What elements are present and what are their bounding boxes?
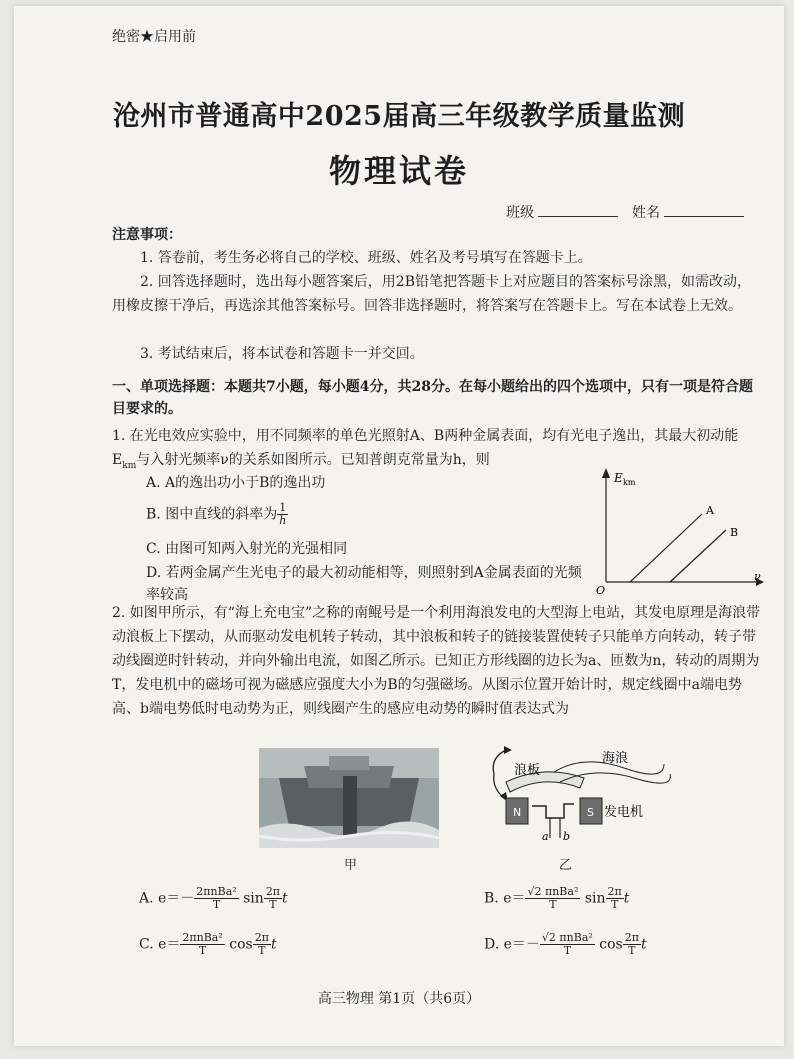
note-item-1: 1. 答卷前，考生务必将自己的学校、班级、姓名及考号填写在答题卡上。 xyxy=(140,250,592,266)
coil xyxy=(532,804,574,818)
name-label: 姓名 xyxy=(632,205,660,221)
note-item-3: 3. 考试结束后，将本试卷和答题卡一并交回。 xyxy=(140,346,424,362)
note-item-2: 2. 回答选择题时，选出每小题答案后，用2B铅笔把答题卡上对应题目的答案标号涂黑，如需改动，用橡皮擦干净后，再选涂其他答案标号。回答非选择题时，将答案写在答题卡上。写在本试卷上无效。 xyxy=(112,274,752,314)
board-label: 浪板 xyxy=(514,763,541,778)
ek-frequency-graph xyxy=(584,464,764,594)
q2-option-b: B. e＝ $\frac{\text{√2 πnBa²}}{T}$ sin $\frac{2\pi}{T}$ t xyxy=(484,885,630,911)
x-label: ν xyxy=(754,570,761,583)
line-a-label: A xyxy=(706,504,714,517)
secret-mark: 绝密★启用前 xyxy=(112,29,196,45)
question-1-stem: 1. 在光电效应实验中，用不同频率的单色光照射A、B两种金属表面，均有光电子逸出，其最大初动能$E_{km}$与入射光频率ν的关系如图所示。已知普朗克常量为h，则 xyxy=(112,428,739,471)
q1-option-a: A. A的逸出功小于B的逸出功 xyxy=(146,475,326,491)
slope-fraction: $\frac{1}{h}$ xyxy=(279,501,287,527)
q2-option-a: A. e＝－ $\frac{\text{2πnBa²}}{T}$ sin $\frac{2\pi}{T}$ t xyxy=(139,885,288,911)
q2-option-d: D. e＝－ $\frac{\text{√2 πnBa²}}{T}$ cos $\frac{2\pi}{T}$ t xyxy=(484,931,647,957)
exam-subtitle: 物理试卷 xyxy=(328,152,469,190)
name-blank xyxy=(664,204,744,217)
magnet-s-label: S xyxy=(587,806,594,819)
q1-option-b: B. 图中直线的斜率为 $\frac{1}{h}$ xyxy=(146,501,287,527)
section-heading: 一、单项选择题：本题共7小题，每小题4分，共28分。在每小题给出的四个选项中，只有一项是符合题目要求的。 xyxy=(112,379,753,417)
fig2-caption: 乙 xyxy=(559,858,573,873)
y-axis-arrow xyxy=(602,468,610,478)
exam-title: 沧州市普通高中2025届高三年级教学质量监测 xyxy=(112,101,686,132)
y-sub: km xyxy=(623,478,636,487)
exam-page xyxy=(14,6,784,1046)
line-b xyxy=(670,530,726,582)
fig1-caption: 甲 xyxy=(344,858,358,873)
line-b-label: B xyxy=(730,526,739,539)
page-footer: 高三物理 第1页（共6页） xyxy=(317,991,481,1007)
terminal-b: b xyxy=(563,830,571,843)
y-label: E xyxy=(614,471,623,485)
q1-option-d: D. 若两金属产生光电子的最大初动能相等，则照射到A金属表面的光频率较高 xyxy=(146,565,582,603)
ship-tower xyxy=(343,776,357,836)
wave-label: 海浪 xyxy=(602,751,629,766)
origin-label: O xyxy=(596,584,606,594)
q1-option-c: C. 由图可知两入射光的光强相同 xyxy=(146,541,348,557)
generator-label: 发电机 xyxy=(604,805,644,820)
magnet-n-label: N xyxy=(513,806,522,819)
terminal-a: a xyxy=(542,830,549,843)
q2-option-c: C. e＝ $\frac{\text{2πnBa²}}{T}$ cos $\frac{2\pi}{T}$ t xyxy=(139,931,277,957)
line-a xyxy=(630,514,702,582)
class-label: 班级 xyxy=(506,205,534,221)
notes-heading: 注意事项： xyxy=(112,227,182,243)
question-2-stem: 2. 如图甲所示，有“海上充电宝”之称的南鲲号是一个利用海浪发电的大型海上电站，其发电原理是海浪带动浪板上下摆动，从而驱动发电机转子转动，其中浪板和转子的链接装置使转子只能单方向转动，转子带动线圈逆时针转动，并向外输出电流，如图乙所示。已知正方形线圈的边长为a、匝数为n，转动的周期为T，发电机中的磁场可视为磁感应强度大小为B的匀强磁场。从图示位置开始计时，规定线圈中a端电势高、b端电势低时电动势为正，则线圈产生的感应电动势的瞬时值表达式为 xyxy=(112,605,761,717)
generator-diagram xyxy=(484,744,674,854)
class-blank xyxy=(538,204,618,217)
class-name-row xyxy=(506,202,744,222)
ship-photo xyxy=(259,748,439,848)
